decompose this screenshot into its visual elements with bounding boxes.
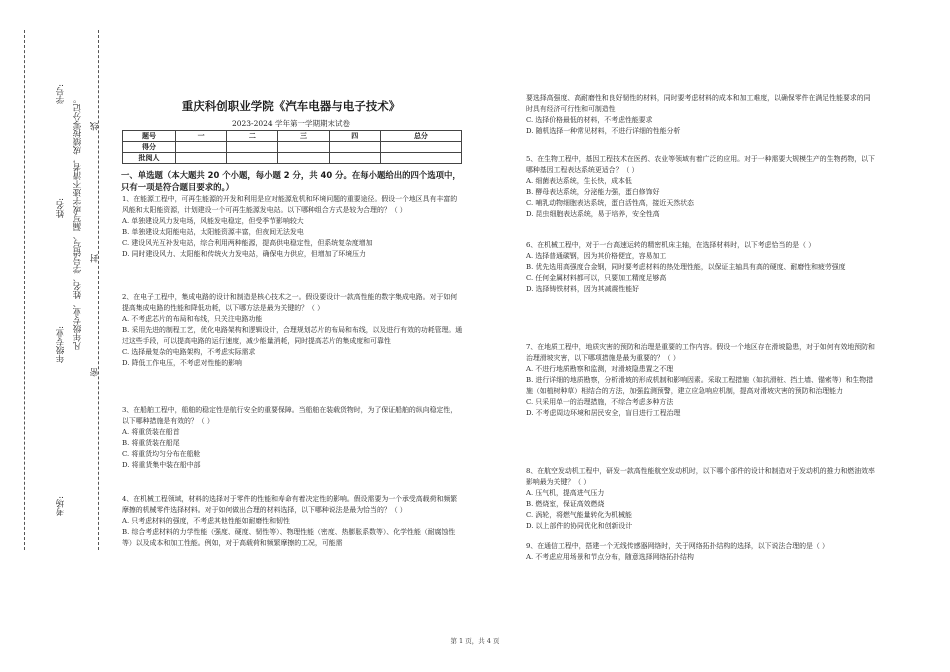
question-stem: 8、在航空发动机工程中，研发一款高性能航空发动机时，以下哪个部件的设计和制造对于发动机的推力和燃油效率影响最为关键？（ ） bbox=[526, 467, 875, 486]
option: C. 只采用单一的治理措施，不综合考虑多种方法 bbox=[526, 398, 674, 406]
question-stem: 2、在电子工程中，集成电路的设计和制造是核心技术之一。假设要设计一款高性能的数字集成电路。对于如何提高集成电路的性能和降低功耗，以下哪方法是最为关键的？（ ） bbox=[122, 293, 458, 312]
score-table-header: 四 bbox=[329, 131, 380, 142]
instruction-text: 凡年级专业、姓名、学号错写、漏写或字迹不清者，成绩按零分记。 bbox=[73, 95, 83, 350]
score-cell bbox=[380, 142, 461, 153]
score-table-header: 三 bbox=[278, 131, 329, 142]
score-table bbox=[122, 130, 462, 164]
question-stem: 4、在机械工程领域，材料的选择对于零件的性能和寿命有着决定性的影响。假设需要为一个承受高载荷和频繁摩擦的机械零件选择材料。对于如何做出合理的材料选择，以下哪种说法是最为恰当的？（ ） bbox=[122, 495, 458, 514]
grader-cell bbox=[227, 153, 278, 164]
question-4 bbox=[122, 494, 464, 549]
question-stem: 7、在地质工程中，地质灾害的预防和治理是重要的工作内容。假设一个地区存在滑坡隐患，对于如何有效地预防和治理滑坡灾害，以下哪项措施是最为重要的？（ ） bbox=[526, 343, 875, 362]
option: B. 进行详细的地质勘察，分析滑坡的形成机制和影响因素。采取工程措施（如抗滑桩、挡土墙、锚索等）和生物措施（如植树种草）相结合的方法，加强监测预警，建立应急响应机制，提高对滑坡灾害的预防和治理能力 bbox=[526, 376, 874, 395]
option: B. 酵母表达系统，分泌能力强，蛋白修饰好 bbox=[526, 188, 660, 196]
option: B. 将重货装在船尾 bbox=[122, 439, 180, 447]
option: D. 以上部件的协同优化和创新设计 bbox=[526, 522, 633, 530]
score-table-header: 一 bbox=[176, 131, 227, 142]
seal-line-inner bbox=[24, 30, 25, 550]
option: D. 不考虑周边环境和居民安全，盲目进行工程治理 bbox=[526, 409, 681, 417]
question-stem: 9、在通信工程中，搭建一个无线传感器网络时，关于网络拓扑结构的选择，以下说法合理的是（ ） bbox=[526, 542, 829, 550]
question-2 bbox=[122, 292, 464, 369]
option: B. 综合考虑材料的力学性能（强度、硬度、韧性等）、物理性能（密度、热膨胀系数等）、化学性能（耐腐蚀性等）以及成本和加工性能。例如，对于高载荷和频繁摩擦的工况，可能需 bbox=[122, 528, 456, 547]
option: A. 单独建设风力发电场，风能发电稳定，但受季节影响较大 bbox=[122, 217, 304, 225]
exam-title: 重庆科创职业学院《汽车电器与电子技术》 bbox=[181, 99, 401, 113]
option: C. 建设风光互补发电站，综合利用两种能源，提高供电稳定性，但系统复杂度增加 bbox=[122, 239, 373, 247]
score-table-header: 题号 bbox=[123, 131, 176, 142]
option: C. 涡轮，将燃气能量转化为机械能 bbox=[526, 511, 632, 519]
option: D. 随机选择一种常见材料，不进行详细的性能分析 bbox=[526, 127, 681, 135]
option: C. 哺乳动物细胞表达系统，蛋白活性高，接近天然状态 bbox=[526, 199, 694, 207]
question-3 bbox=[122, 405, 464, 471]
option: C. 选择最复杂的电路架构，不考虑实际需求 bbox=[122, 348, 256, 356]
seal-text-mi: 密 bbox=[90, 368, 100, 377]
grader-cell bbox=[176, 153, 227, 164]
option: D. 昆虫细胞表达系统，易于培养，安全性高 bbox=[526, 210, 660, 218]
score-cell bbox=[329, 142, 380, 153]
score-row-label: 得分 bbox=[123, 142, 176, 153]
grader-row-label: 批阅人 bbox=[123, 153, 176, 164]
score-table-header-row bbox=[123, 131, 462, 142]
score-table-score-row bbox=[123, 142, 462, 153]
question-8 bbox=[526, 466, 875, 532]
score-cell bbox=[278, 142, 329, 153]
option: A. 压气机，提高进气压力 bbox=[526, 489, 605, 497]
seal-text-xian: 线 bbox=[90, 122, 100, 131]
question-6 bbox=[526, 240, 875, 295]
option: B. 单独建设太阳能电站，太阳能资源丰富，但夜间无法发电 bbox=[122, 228, 304, 236]
question-stem: 3、在船舶工程中，船舶的稳定性是航行安全的重要保障。当船舶在装载货物时，为了保证船舶的纵向稳定性，以下哪种措施是有效的？（ ） bbox=[122, 406, 458, 425]
option: A. 不考虑应用场景和节点分布，随意选择网络拓扑结构 bbox=[526, 553, 694, 561]
option: C. 任何金属材料都可以，只要加工精度足够高 bbox=[526, 274, 667, 282]
seal-line-outer bbox=[98, 30, 99, 550]
option: C. 选择价格最低的材料，不考虑性能要求 bbox=[526, 116, 653, 124]
score-table-header: 二 bbox=[227, 131, 278, 142]
option: A. 选择普通碳钢，因为其价格便宜，容易加工 bbox=[526, 252, 667, 260]
question-stem: 1、在能源工程中，可再生能源的开发和利用是应对能源危机和环境问题的重要途径。假设一个地区具有丰富的风能和太阳能资源，计划建设一个可再生能源发电站。以下哪种组合方式是较为合理的？（ ） bbox=[122, 195, 458, 214]
exam-subtitle: 2023-2024 学年第一学期期末试卷 bbox=[231, 119, 351, 128]
score-table-grader-row bbox=[123, 153, 462, 164]
option: A. 只考虑材料的强度，不考虑其他性能如耐磨性和韧性 bbox=[122, 517, 290, 525]
option: A. 细菌表达系统，生长快，成本低 bbox=[526, 177, 632, 185]
option: D. 将重货集中装在船中部 bbox=[122, 461, 201, 469]
question-9 bbox=[526, 541, 875, 563]
option: B. 采用先进的制程工艺，优化电路架构和逻辑设计，合理规划芯片的布局和布线，以及进行有效的功耗管理。通过这些手段，可以提高电路的运行速度，减少能量消耗，同时提高芯片的集成度和可靠性 bbox=[122, 326, 463, 345]
option: D. 同时建设风力、太阳能和传统火力发电站，确保电力供应，但增加了环境压力 bbox=[122, 250, 366, 258]
name-label: 姓名: bbox=[56, 198, 66, 218]
score-cell bbox=[176, 142, 227, 153]
option: B. 燃烧室，保证高效燃烧 bbox=[526, 500, 605, 508]
page-footer: 第 1 页，共 4 页 bbox=[450, 637, 500, 645]
question-4-continuation bbox=[526, 93, 875, 137]
binding-margin bbox=[0, 0, 110, 672]
section-heading: 一、单选题（本大题共 20 个小题，每小题 2 分，共 40 分。在每小题给出的四个选项中，只有一项是符合题目要求的。） bbox=[121, 170, 461, 192]
option: B. 优先选用高强度合金钢，同时要考虑材料的热处理性能，以保证主轴具有高的硬度、耐磨性和疲劳强度 bbox=[526, 263, 846, 271]
question-7 bbox=[526, 342, 875, 419]
grade-major-label: 年级专业: bbox=[56, 326, 66, 363]
continuation-text: 要选择高强度、高耐磨性和良好韧性的材料，同时要考虑材料的成本和加工难度，以确保零件在满足性能要求的同时具有经济可行性和可制造性 bbox=[526, 94, 871, 113]
seal-text-feng: 封 bbox=[90, 254, 100, 263]
exam-room-label: 考场: bbox=[56, 496, 66, 516]
option: A. 不进行地质勘察和监测，对滑坡隐患置之不理 bbox=[526, 365, 674, 373]
question-stem: 5、在生物工程中，基因工程技术在医药、农业等领域有着广泛的应用。对于一种需要大规模生产的生物药物，以下哪种基因工程表达系统更适合？（ ） bbox=[526, 155, 875, 174]
score-table-header: 总分 bbox=[380, 131, 461, 142]
option: C. 将重货均匀分布在船舱 bbox=[122, 450, 201, 458]
question-stem: 6、在机械工程中，对于一台高速运转的精密机床主轴，在选择材料时，以下考虑恰当的是（ ） bbox=[526, 241, 816, 249]
option: D. 选择铸铁材料，因为其减震性能好 bbox=[526, 285, 640, 293]
grader-cell bbox=[380, 153, 461, 164]
grader-cell bbox=[278, 153, 329, 164]
question-5 bbox=[526, 154, 875, 220]
option: D. 降低工作电压，不考虑对性能的影响 bbox=[122, 359, 242, 367]
option: A. 将重货装在船首 bbox=[122, 428, 180, 436]
option: A. 不考虑芯片的布局和布线，只关注电路功能 bbox=[122, 315, 263, 323]
student-id-label: 学号: bbox=[56, 84, 66, 104]
score-cell bbox=[227, 142, 278, 153]
question-1 bbox=[122, 194, 464, 260]
grader-cell bbox=[329, 153, 380, 164]
